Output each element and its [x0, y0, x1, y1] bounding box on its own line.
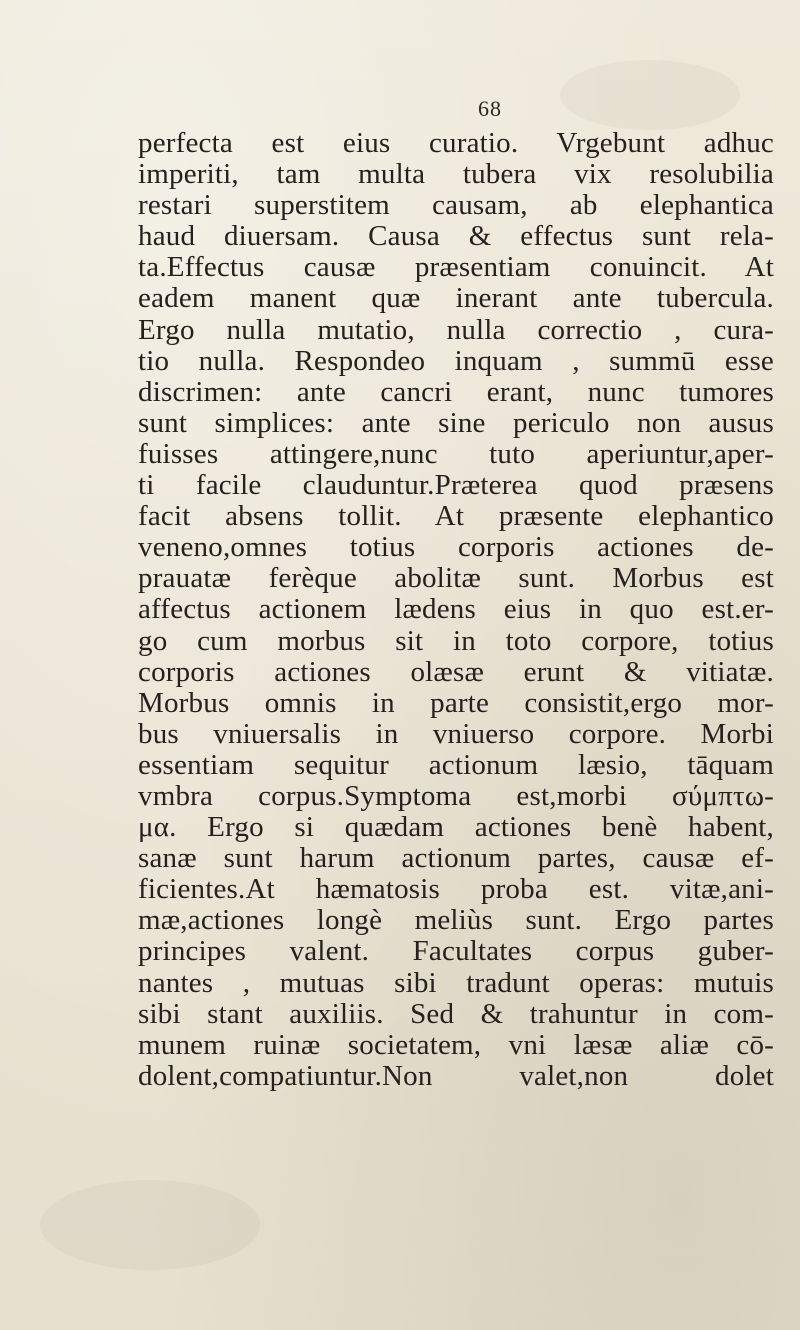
text-line: restari superstitem causam, ab elephantica	[138, 189, 774, 222]
text-line: sibi stant auxiliis. Sed & trahuntur in com-	[138, 997, 774, 1030]
text-line: vmbra corpus.Symptoma est,morbi σύμπτω-	[138, 779, 774, 812]
text-line: sunt simplices: ante sine periculo non ausus	[138, 406, 774, 439]
text-line: affectus actionem lædens eius in quo est.er-	[138, 593, 774, 626]
text-line: perfecta est eius curatio. Vrgebunt adhuc	[138, 127, 774, 159]
text-line: go cum morbus sit in toto corpore, totius	[138, 624, 774, 657]
text-line: haud diuersam. Causa & effectus sunt rela-	[138, 220, 774, 253]
text-line: mæ,actiones longè meliùs sunt. Ergo partes	[138, 904, 774, 937]
text-line: sanæ sunt harum actionum partes, causæ ef-	[138, 842, 774, 875]
page-number: 68	[478, 96, 502, 121]
text-line: munem ruinæ societatem, vni læsæ aliæ cō-	[138, 1028, 774, 1061]
text-line: facit absens tollit. At præsente elephantico	[138, 500, 774, 533]
text-line: imperiti, tam multa tubera vix resolubilia	[138, 158, 774, 191]
body-text	[138, 128, 774, 1092]
text-line: corporis actiones olæsæ erunt & vitiatæ.	[138, 655, 774, 688]
paper-stain	[40, 1180, 260, 1270]
text-line: tio nulla. Respondeo inquam , summū esse	[138, 344, 774, 377]
text-line: ti facile clauduntur.Præterea quod præsens	[138, 469, 774, 502]
text-line: bus vniuersalis in vniuerso corpore. Morbi	[138, 717, 774, 750]
text-line: nantes , mutuas sibi tradunt operas: mutuis	[138, 966, 774, 999]
text-line: Ergo nulla mutatio, nulla correctio , cura-	[138, 313, 774, 346]
text-line: Morbus omnis in parte consistit,ergo mor-	[138, 686, 774, 719]
text-line: ta.Effectus causæ præsentiam conuincit. At	[138, 251, 774, 284]
paper-stain	[560, 60, 740, 130]
text-line: principes valent. Facultates corpus guber-	[138, 935, 774, 968]
text-line: μα. Ergo si quædam actiones benè habent,	[138, 811, 774, 844]
text-line: veneno,omnes totius corporis actiones de-	[138, 531, 774, 564]
text-line: discrimen: ante cancri erant, nunc tumores	[138, 375, 774, 408]
text-line: fuisses attingere,nunc tuto aperiuntur,aper-	[138, 437, 774, 470]
text-line: dolent,compatiuntur.Non valet,non dolet	[138, 1059, 774, 1092]
text-line: prauatæ ferèque abolitæ sunt. Morbus est	[138, 562, 774, 595]
text-line: essentiam sequitur actionum læsio, tāquam	[138, 748, 774, 781]
text-line: eadem manent quæ inerant ante tubercula.	[138, 282, 774, 315]
text-line: ficientes.At hæmatosis proba est. vitæ,ani-	[138, 873, 774, 906]
